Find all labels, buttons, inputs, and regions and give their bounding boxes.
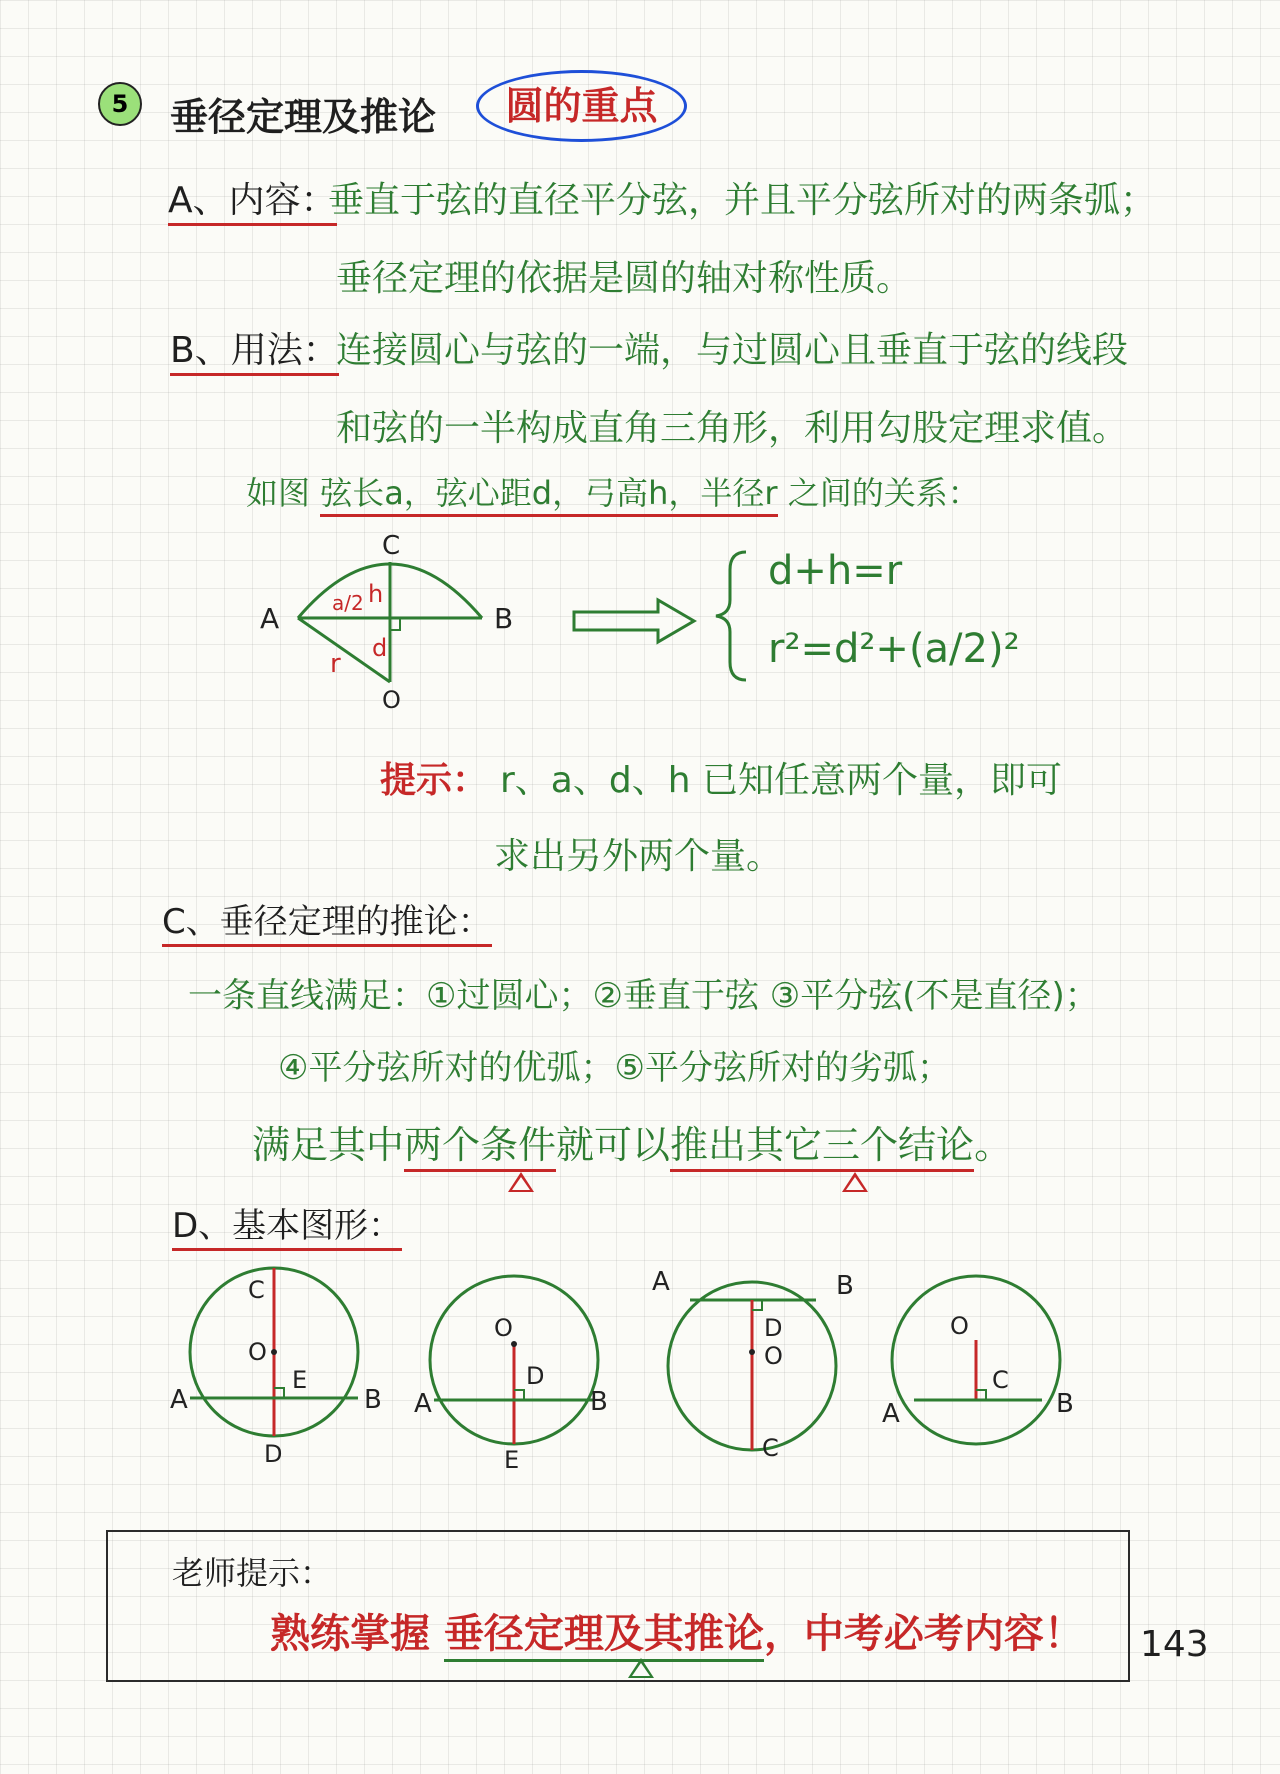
section-d-label-text: D、基本图形：: [172, 1206, 402, 1251]
hint-label: 提示：: [380, 760, 489, 801]
section-c-conclusion-underline: 推出其它三个结论: [670, 1123, 974, 1172]
heading-number: 5: [111, 90, 129, 118]
basic-figure-1: [160, 1260, 390, 1470]
section-b-label-text: B、用法：: [170, 330, 339, 376]
section-a-line2: 垂径定理的依据是圆的轴对称性质。: [336, 258, 913, 299]
teacher-note-post: ，中考必考内容！: [763, 1611, 1084, 1657]
label-a: A: [260, 602, 280, 635]
fig2-label-b: B: [590, 1387, 608, 1417]
heading-badge-text: 圆的重点: [505, 84, 658, 128]
figure-intro: [246, 468, 980, 514]
section-c-line3-mid: 就可以: [556, 1123, 671, 1167]
fig1-label-e: E: [292, 1366, 308, 1394]
key-mark-triangle-1: [508, 1172, 534, 1192]
page-number: 143: [1140, 1624, 1209, 1665]
figure-intro-suffix: 之间的关系：: [787, 474, 980, 512]
section-c-label-text: C、垂径定理的推论：: [162, 902, 492, 947]
section-c-line3: [252, 1114, 1012, 1169]
teacher-note-label: 老师提示：: [172, 1554, 333, 1592]
fig4-label-c: C: [992, 1366, 1009, 1394]
basic-figure-4: [880, 1260, 1100, 1470]
section-c-line3-pre: 满足其中: [252, 1123, 405, 1167]
basic-figure-2: [410, 1260, 620, 1470]
section-c-label: [162, 894, 492, 943]
section-a-label-text: A、内容：: [168, 180, 337, 226]
teacher-note-triangle: [628, 1658, 654, 1678]
section-c-line2: ④平分弦所对的优弧；⑤平分弦所对的劣弧；: [278, 1048, 951, 1088]
label-half-a: a/2: [332, 591, 364, 615]
section-a-label: [168, 172, 337, 223]
hint-line2: 求出另外两个量。: [494, 836, 783, 877]
fig2-label-e: E: [504, 1446, 520, 1470]
fig1-label-o: O: [248, 1338, 267, 1366]
fig3-label-o: O: [764, 1342, 783, 1370]
figure-intro-underlined: 弦长a，弦心距d，弓高h，半径r: [320, 474, 777, 517]
section-b-label: [170, 322, 339, 373]
label-c: C: [382, 531, 401, 561]
teacher-note-underlined: 垂径定理及其推论: [444, 1611, 764, 1662]
fig1-label-a: A: [170, 1385, 188, 1415]
section-b-line2: 和弦的一半构成直角三角形，利用勾股定理求值。: [336, 408, 1129, 449]
label-o: O: [382, 686, 401, 710]
key-mark-triangle-2: [842, 1172, 868, 1192]
figure-intro-prefix: 如图: [246, 474, 311, 512]
label-d: d: [372, 634, 388, 662]
basic-figure-3: [650, 1260, 870, 1470]
section-d-label: [172, 1198, 402, 1247]
section-a-line1: 垂直于弦的直径平分弦，并且平分弦所对的两条弧；: [328, 180, 1157, 221]
fig1-label-d: D: [264, 1440, 283, 1468]
fig2-label-a: A: [414, 1389, 432, 1419]
fig3-label-d: D: [764, 1314, 783, 1342]
hint-line1: r、a、d、h 已知任意两个量，即可: [500, 760, 1062, 801]
section-c-line1: 一条直线满足：①过圆心；②垂直于弦 ③平分弦(不是直径)；: [188, 976, 1099, 1016]
formula-2: r²=d²+(a/2)²: [768, 626, 1020, 672]
formula-brace: [712, 548, 752, 684]
label-b: B: [494, 602, 514, 635]
fig3-label-a: A: [652, 1267, 670, 1297]
fig3-label-c: C: [762, 1434, 779, 1462]
section-b-line1: 连接圆心与弦的一端，与过圆心且垂直于弦的线段: [336, 330, 1129, 371]
heading-badge: [476, 70, 687, 142]
heading-title: 垂径定理及推论: [170, 95, 437, 139]
implies-arrow: [572, 596, 700, 646]
fig4-label-b: B: [1056, 1389, 1074, 1419]
teacher-note-pre: 熟练掌握: [270, 1611, 430, 1657]
heading-number-circle: [98, 82, 142, 126]
formula-1: d+h=r: [768, 548, 903, 594]
fig3-label-b: B: [836, 1271, 854, 1301]
section-c-line3-end: 。: [974, 1123, 1013, 1167]
fig2-label-d: D: [526, 1362, 545, 1390]
fig4-label-o: O: [950, 1312, 969, 1340]
label-h: h: [368, 580, 384, 608]
fig1-label-b: B: [364, 1385, 382, 1415]
section-c-condition-underline: 两个条件: [404, 1123, 556, 1172]
label-r: r: [330, 649, 341, 679]
fig1-label-c: C: [248, 1276, 265, 1304]
chord-diagram: [240, 530, 520, 710]
fig4-label-a: A: [882, 1399, 900, 1429]
fig2-label-o: O: [494, 1314, 513, 1342]
teacher-note-text: [270, 1602, 1084, 1659]
